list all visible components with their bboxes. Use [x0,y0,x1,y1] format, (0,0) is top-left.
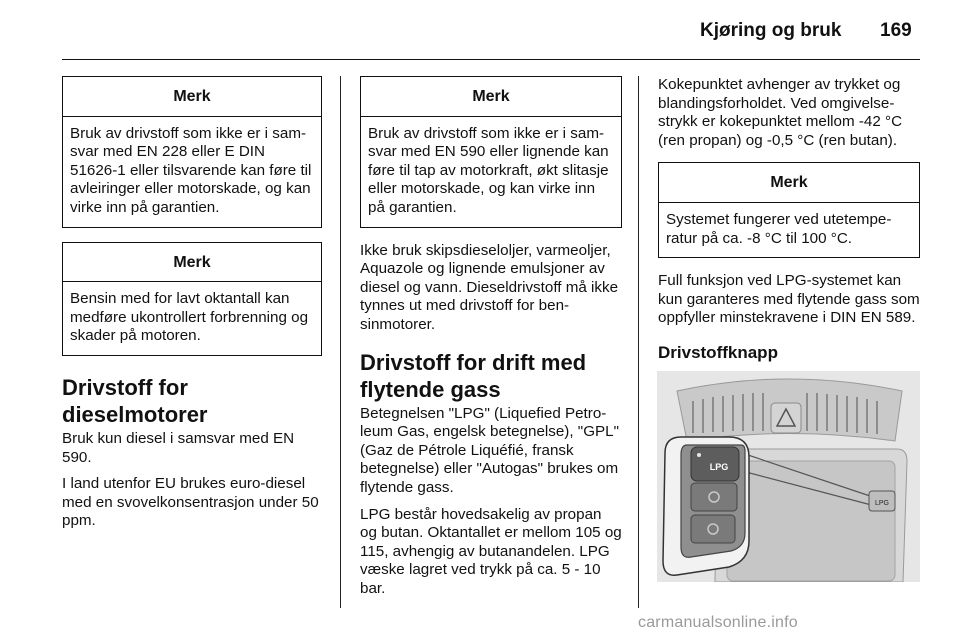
column-divider-2 [638,76,639,608]
note-box [658,162,920,258]
note-box [360,76,622,228]
lpg-button-label: LPG [709,462,729,472]
paragraph: Ikke bruk skipsdieseloljer, varmeoljer, Aquazole og lignende emulsjoner av diesel og vann. Dieseldrivstoff må ikke tynnes ut med drivstoff for bensinmotorer. [360,241,619,333]
header-rule [62,59,920,60]
note-text: Bruk av drivstoff som ikke er i samsvar med EN 228 eller E DIN 51626-1 eller tilsvarende kan føre til avleiringer eller motorskade, og kan virke inn på garantien. [70,124,312,216]
note-text: Systemet fungerer ved utetemperatur på ca. -8 °C til 100 °C. [666,210,892,247]
paragraph: I land utenfor EU brukes euro-diesel med en svovelkonsentrasjon under 50 ppm. [62,475,319,530]
column-2 [360,76,622,606]
column-1 [62,76,322,539]
note-heading: Merk [63,243,321,283]
subsection-heading: Drivstoffknapp [658,342,778,362]
small-lpg-label: LPG [874,500,890,507]
section-heading: Drivstoff for dieselmotorer [62,374,208,427]
paragraph: Bruk kun diesel i samsvar med EN 590. [62,429,295,466]
note-heading: Merk [659,163,919,203]
page-header-title: Kjøring og bruk [700,20,842,41]
note-heading: Merk [63,77,321,117]
paragraph: Betegnelsen "LPG" (Liquefied Petroleum Gas, engelsk betegnelse), "GPL" (Gaz de Pétrole Liquéfié, fransk betegnelse) eller "Autogas" brukes om flytende gass. [360,404,619,496]
page-number: 169 [880,20,912,41]
column-divider-1 [340,76,341,608]
watermark: carmanualsonline.info [638,614,798,631]
column-3 [658,76,920,371]
paragraph: LPG består hovedsakelig av propan og butan. Oktantallet er mellom 105 og 115, avhengig av butanandelen. LPG væske lagret ved trykk på ca. 5 - 10 bar. [360,505,622,597]
note-box [62,242,322,356]
dashboard-illustration [657,371,920,582]
note-box [62,76,322,228]
note-text: Bruk av drivstoff som ikke er i samsvar med EN 590 eller lignende kan føre til tap av motorkraft, økt slitasje eller motorskade, og kan virke inn på garantien. [368,124,609,216]
note-heading: Merk [361,77,621,117]
section-heading: Drivstoff for drift med flytende gass [360,349,587,402]
note-text: Bensin med for lavt oktantall kan medføre ukontrollert forbrenning og skader på motoren. [70,290,309,345]
paragraph: Full funksjon ved LPG-systemet kan kun garanteres med flytende gass som oppfyller minstekravene i DIN EN 589. [658,272,920,327]
paragraph: Kokepunktet avhenger av trykket og blandingsforholdet. Ved omgivelsestrykk er kokepunktet mellom -42 °C (ren propan) og -0,5 °C (ren butan). [658,76,903,149]
lpg-button-figure [657,371,920,582]
